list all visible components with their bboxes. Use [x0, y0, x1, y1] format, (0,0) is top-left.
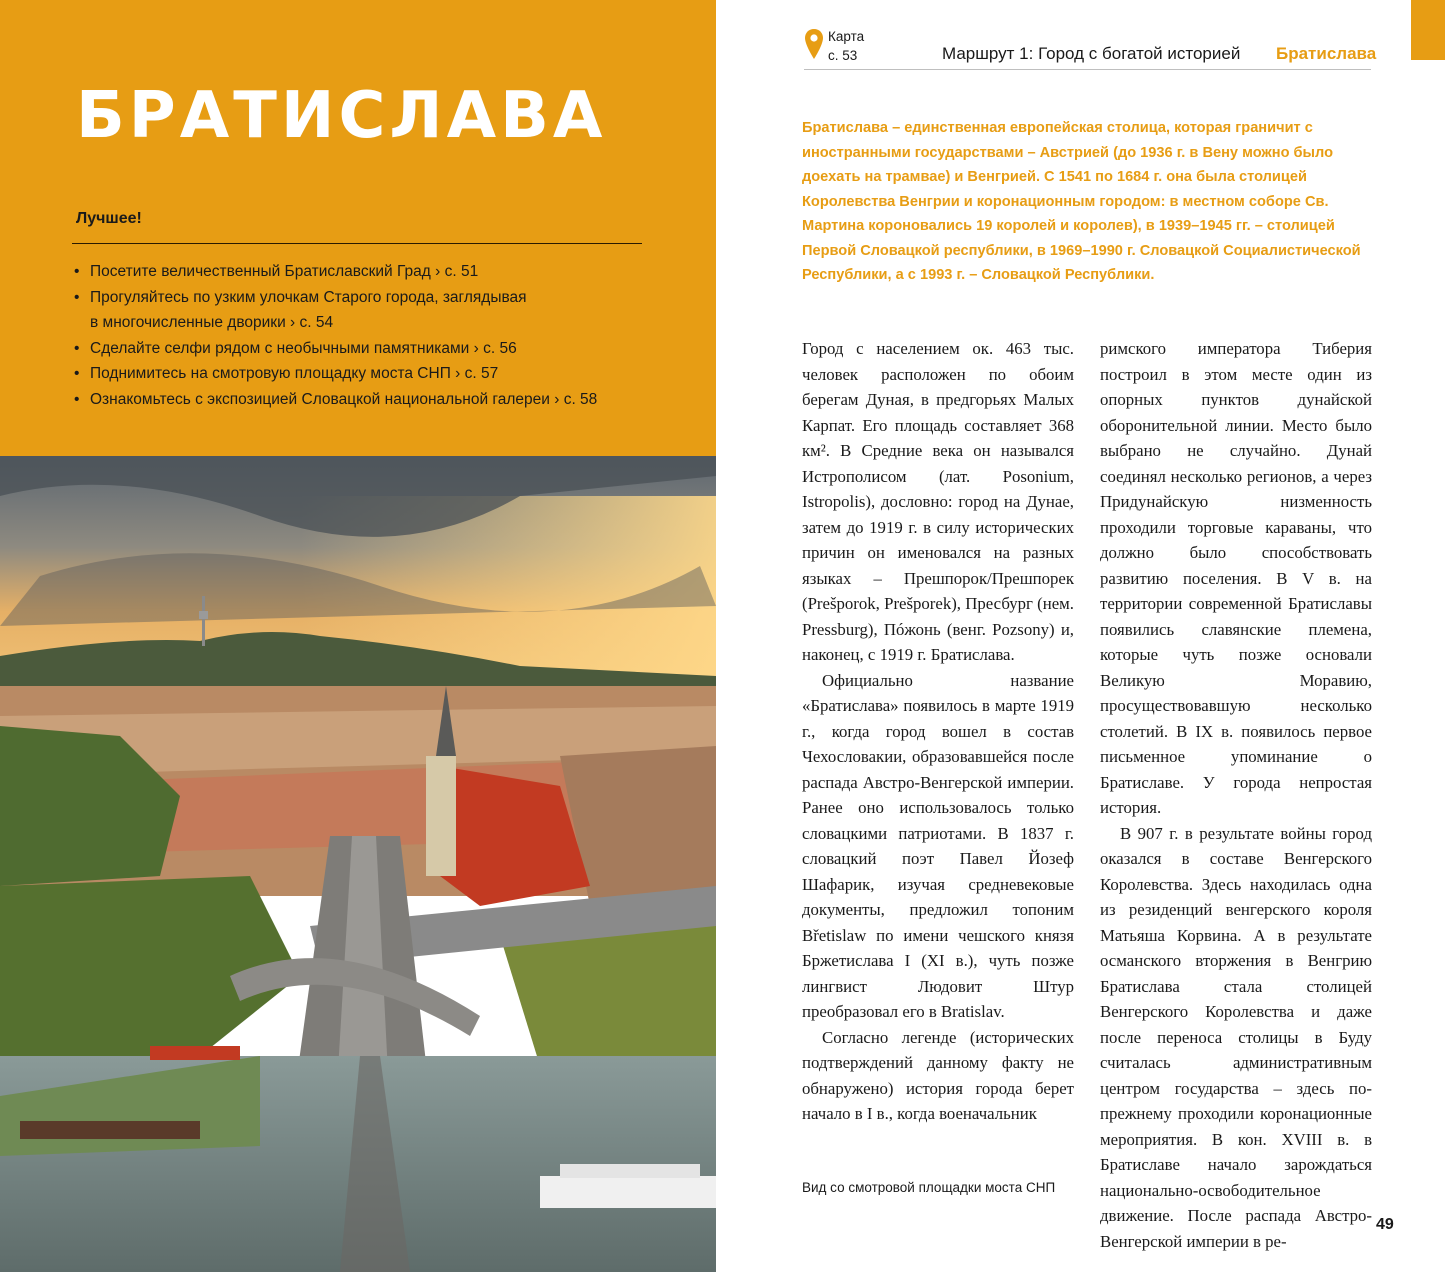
page-number: 49: [1376, 1216, 1394, 1233]
divider: [72, 243, 642, 244]
text-column-2: [1100, 336, 1372, 1254]
highlights-panel: [0, 0, 716, 456]
best-item: • Поднимитесь на смотровую площадку моста СНП › с. 57: [74, 361, 654, 387]
city-title: БРАТИСЛАВА: [76, 79, 607, 153]
body-paragraph: Город с населением ок. 463 тыс. человек расположен по обоим берегам Дуная, в предгорьях Малых Карпат. Его площадь составляет 368 км². В Средние века он назывался Истрополисом (лат. Posonium, Istropolis), дословно: город на Дунае, затем до 1919 г. в силу исторических причин он именовался на разных языках – Прешпорок/Прешпорек (Prešporok, Prešporek), Пресбург (нем. Pressburg), Пóжонь (венг. Pozsony) и, наконец, с 1919 г. Братислава.: [802, 339, 1074, 664]
intro-paragraph: Братислава – единственная европейская столица, которая граничит с иностранными государствами – Австрией (до 1936 г. в Вену можно было доехать на трамвае) и Венгрией. С 1541 по 1684 г. она была столицей Королевства Венгрии и коронационным городом: в местном соборе Св. Мартина короновались 19 королей и королев), в 1939–1945 гг. – столицей Первой Словацкой республики, в 1969–1990 г. Словацкой Социалистической Республики, а с 1993 г. – Словацкой Республики.: [802, 120, 1361, 283]
photo-caption: Вид со смотровой площадки моста СНП: [802, 1180, 1056, 1195]
best-heading: Лучшее!: [76, 210, 142, 227]
map-label: Карта: [828, 29, 865, 44]
chapter-tab: [1411, 0, 1445, 60]
best-item: • Сделайте селфи рядом с необычными памятниками › с. 56: [74, 336, 654, 362]
best-item: • Посетите величественный Братиславский Град › с. 51: [74, 259, 654, 285]
header-city: Братислава: [1276, 44, 1377, 63]
map-page-ref: с. 53: [828, 48, 858, 63]
body-paragraph: Согласно легенде (исторических подтверждений данному факту не обнаружено) история города берет начало в I в., когда военачальник: [802, 1027, 1074, 1123]
body-paragraph: В 907 г. в результате войны город оказался в составе Венгерского Королевства. Здесь находилась одна из резиденций венгерского короля Матьяша Корвина. А в результате османского вторжения в Венгрию Братислава стала столицей Венгерского Королевства и даже после переноса столицы в Буду считалась административным центром государства – здесь по-прежнему проходили коронационные мероприятия. В кон. XVIII в. в Братиславе начало зарождаться национально-освободительное движение. После распада Австро-Венгерской империи в ре-: [1100, 823, 1372, 1251]
best-item: • Прогуляйтесь по узким улочкам Старого города, заглядывая в многочисленные дворики › с. 54: [74, 285, 654, 336]
map-pin-icon: [804, 28, 824, 62]
header-divider: [804, 69, 1371, 70]
city-photo: [0, 456, 716, 1272]
text-column-1: [802, 336, 1074, 1127]
map-reference[interactable]: [804, 28, 954, 68]
route-title: Маршрут 1: Город с богатой историей: [942, 44, 1241, 63]
body-paragraph: Официально название «Братислава» появилось в марте 1919 г., когда город вошел в состав Чехословакии, образовавшейся после распада Австро-Венгерской империи. Ранее оно использовалось только словацкими патриотами. В 1837 г. словацкий поэт Павел Йозеф Шафарик, изучая средневековые документы, предложил топоним Břetislaw по имени чешского князя Бржетислава I (XI в.), чуть позже лингвист Людовит Штур преобразовал его в Bratislav.: [802, 670, 1074, 1021]
best-list: [74, 259, 654, 412]
best-item: • Ознакомьтесь с экспозицией Словацкой национальной галереи › с. 58: [74, 387, 654, 413]
right-page: [716, 0, 1445, 1272]
left-page: [0, 0, 716, 1272]
body-paragraph: римского императора Тиберия построил в этом месте один из опорных пунктов дунайской оборонительной линии. Место было выбрано не случайно. Дунай соединял несколько регионов, а через Придунайскую низменность проходили торговые караваны, что должно было способствовать развитию поселения. В V в. на территории современной Братиславы появились славянские племена, которые чуть позже основали Великую Моравию, просуществовавшую несколько столетий. В IX в. появилось первое письменное упоминание о Братиславе. У города непростая история.: [1100, 339, 1372, 817]
